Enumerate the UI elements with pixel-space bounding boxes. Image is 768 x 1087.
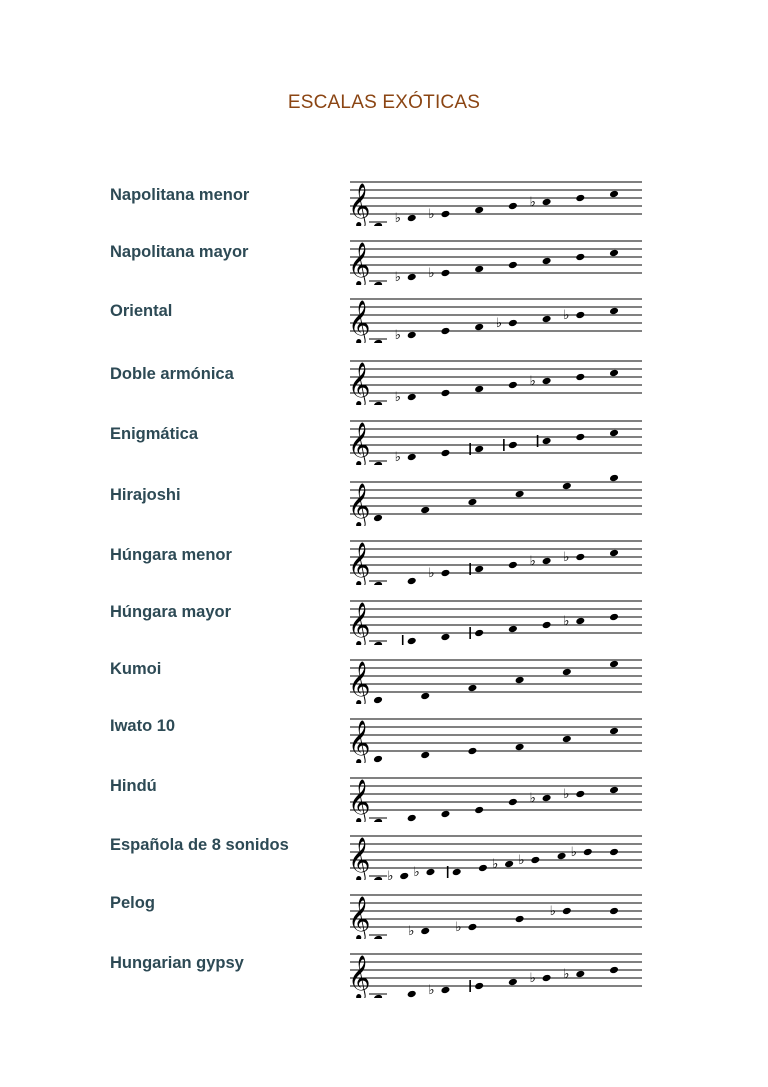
note-head [562,735,572,744]
note-head [557,852,567,861]
treble-clef-icon: 𝄞 [348,896,371,939]
scale-name: Española de 8 sonidos [110,836,289,854]
treble-clef-icon: 𝄞 [348,837,371,880]
treble-clef-icon: 𝄞 [348,602,371,645]
flat-icon: ♭ [549,904,556,919]
treble-clef-icon: 𝄞 [348,661,371,704]
note-head [474,265,484,274]
note-head [467,498,477,507]
note-head [508,261,518,270]
note-head [515,676,525,685]
note-head [609,549,619,558]
note-head [440,327,450,336]
note-head [474,445,484,454]
flat-icon: ♭ [563,967,570,982]
scale-name: Húngara menor [110,546,232,564]
note-head [609,369,619,378]
treble-clef-icon: 𝄞 [348,483,371,526]
flat-icon: ♭ [394,450,401,465]
note-head [508,202,518,211]
note-head [420,751,430,760]
scale-name: Iwato 10 [110,717,176,735]
flat-icon: ♭ [492,857,499,872]
treble-clef-icon: 𝄞 [348,542,371,585]
music-staff [344,170,644,226]
note-head [440,986,450,995]
music-staff [344,229,644,285]
note-head [420,506,430,515]
scale-name: Hungarian gypsy [110,954,244,972]
music-staff [344,883,644,939]
scale-name: Hindú [110,777,157,795]
scale-name: Hirajoshi [110,486,181,504]
note-head [575,970,585,979]
note-head [440,569,450,578]
note-head [474,629,484,638]
flat-icon: ♭ [413,865,420,880]
note-head [373,755,383,763]
music-staff [344,648,644,704]
note-head [609,727,619,736]
treble-clef-icon: 𝄞 [348,300,371,343]
scale-name: Napolitana mayor [110,243,249,261]
flat-icon: ♭ [394,328,401,343]
note-head [542,557,552,566]
note-head [508,561,518,570]
note-head [530,856,540,865]
scale-name: Kumoi [110,660,162,678]
note-head [542,621,552,630]
flat-icon: ♭ [529,195,536,210]
music-staff [344,287,644,343]
flat-icon: ♭ [394,390,401,405]
flat-icon: ♭ [495,316,502,331]
music-staff [344,589,644,645]
flat-icon: ♭ [408,924,415,939]
note-head [542,377,552,386]
page-title: ESCALAS EXÓTICAS [287,92,481,113]
note-head [508,625,518,634]
flat-icon: ♭ [428,266,435,281]
note-head [515,743,525,752]
flat-icon: ♭ [563,308,570,323]
note-head [440,269,450,278]
note-head [575,253,585,262]
note-head [508,381,518,390]
note-head [452,868,462,877]
note-head [508,319,518,328]
note-head [407,331,417,340]
note-head [542,257,552,266]
flat-icon: ♭ [394,211,401,226]
note-head [474,385,484,394]
note-head [575,617,585,626]
music-staff [344,349,644,405]
note-head [609,613,619,622]
note-head [407,637,417,645]
note-head [440,210,450,219]
note-head [407,273,417,282]
note-head [542,974,552,983]
flat-icon: ♭ [563,787,570,802]
scale-name: Doble armónica [110,365,234,383]
note-head [609,660,619,669]
note-head [515,915,525,924]
note-head [399,872,409,880]
note-head [609,429,619,438]
note-head [407,393,417,402]
music-staff [344,707,644,763]
music-staff [344,766,644,822]
flat-icon: ♭ [563,614,570,629]
note-head [562,907,572,916]
treble-clef-icon: 𝄞 [348,422,371,465]
note-head [474,982,484,991]
note-head [609,786,619,795]
note-head [542,794,552,803]
flat-icon: ♭ [455,920,462,935]
note-head [407,814,417,822]
treble-clef-icon: 𝄞 [348,720,371,763]
note-head [407,453,417,462]
note-head [440,449,450,458]
note-head [474,323,484,332]
note-head [440,633,450,642]
note-head [407,990,417,998]
flat-icon: ♭ [563,550,570,565]
note-head [542,315,552,324]
treble-clef-icon: 𝄞 [348,242,371,285]
note-head [542,437,552,446]
note-head [609,249,619,258]
note-head [373,514,383,523]
treble-clef-icon: 𝄞 [348,362,371,405]
note-head [440,389,450,398]
music-staff [344,824,644,880]
note-head [420,692,430,701]
note-head [474,565,484,574]
note-head [474,806,484,815]
note-head [467,747,477,756]
flat-icon: ♭ [428,566,435,581]
note-head [508,798,518,807]
flat-icon: ♭ [529,791,536,806]
note-head [474,206,484,215]
flat-icon: ♭ [529,374,536,389]
flat-icon: ♭ [428,207,435,222]
treble-clef-icon: 𝄞 [348,955,371,998]
flat-icon: ♭ [529,971,536,986]
note-head [508,441,518,450]
flat-icon: ♭ [529,554,536,569]
note-head [467,684,477,693]
music-staff [344,409,644,465]
treble-clef-icon: 𝄞 [348,779,371,822]
flat-icon: ♭ [518,853,525,868]
treble-clef-icon: 𝄞 [348,183,371,226]
scale-name: Enigmática [110,425,199,443]
note-head [515,490,525,499]
flat-icon: ♭ [394,270,401,285]
flat-icon: ♭ [387,869,394,880]
note-head [609,474,619,483]
note-head [467,923,477,932]
note-head [562,482,572,491]
note-head [609,848,619,857]
note-head [425,868,435,877]
music-staff [344,470,644,526]
note-head [562,668,572,677]
note-head [583,848,593,857]
note-head [542,198,552,207]
scale-name: Oriental [110,302,173,320]
note-head [609,190,619,199]
note-head [575,553,585,562]
scale-name: Napolitana menor [110,186,250,204]
flat-icon: ♭ [428,983,435,998]
note-head [575,311,585,320]
scale-name: Húngara mayor [110,603,232,621]
note-head [407,214,417,223]
note-head [575,790,585,799]
note-head [504,860,514,869]
note-head [407,577,417,585]
note-head [440,810,450,819]
music-staff [344,942,644,998]
note-head [609,307,619,316]
note-head [609,907,619,916]
note-head [478,864,488,873]
note-head [420,927,430,936]
note-head [575,433,585,442]
note-head [609,966,619,975]
flat-icon: ♭ [570,845,577,860]
scale-name: Pelog [110,894,155,912]
note-head [575,194,585,203]
music-staff [344,529,644,585]
note-head [575,373,585,382]
note-head [508,978,518,987]
note-head [373,696,383,704]
